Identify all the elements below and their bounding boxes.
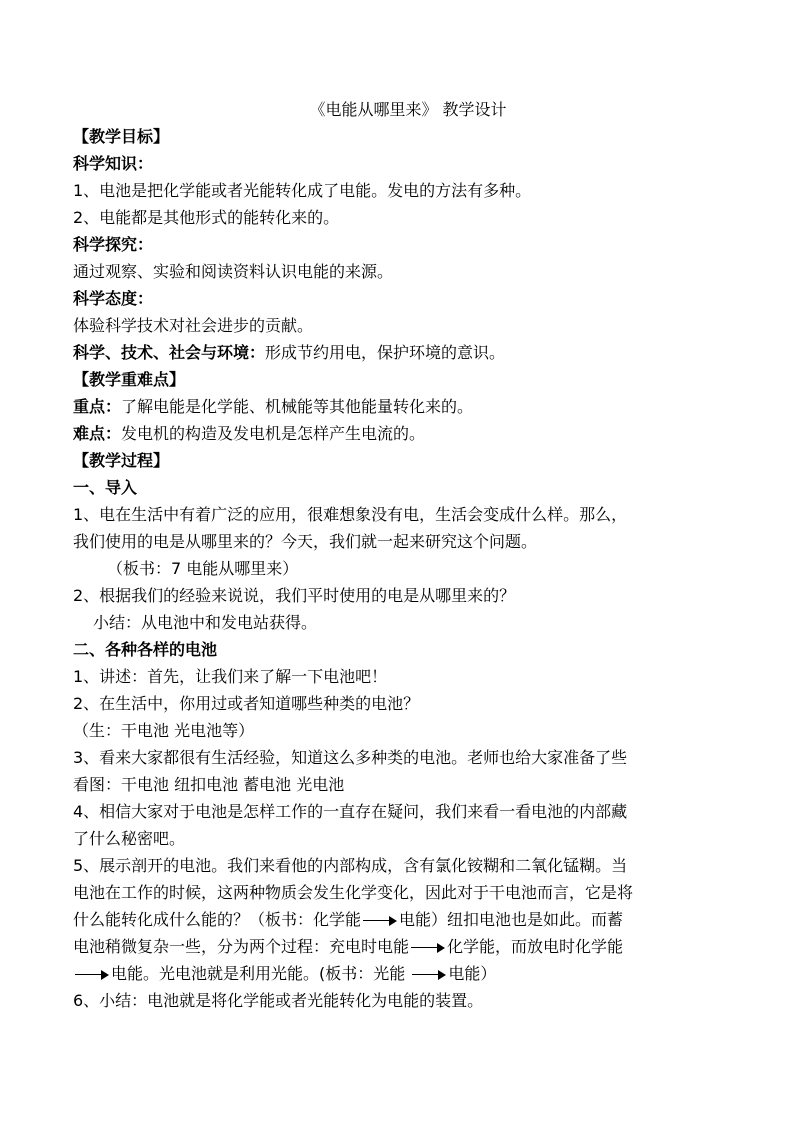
item5-line4-part-b: 化学能，而放电时化学能: [447, 937, 624, 956]
item5-line5-part-b: 电能。光电池就是利用光能。(板书：光能: [111, 964, 406, 983]
sts-text: 形成节约用电，保护环境的意识。: [265, 343, 506, 362]
knowledge-item: 2、电能都是其他形式的能转化来的。: [73, 208, 340, 227]
knowledge-item: 1、电池是把化学能或者光能转化成了电能。发电的方法有多种。: [73, 181, 532, 200]
document-title: 《电能从哪里来》 教学设计: [309, 100, 507, 119]
difficult-point-line: [73, 420, 723, 447]
section2-item5-line2: 电池在工作的时候，这两种物质会发生化学变化，因此对于干电池而言，它是将: [73, 883, 634, 902]
section2-item6: 6、小结：电池就是将化学能或者光能转化为电能的装置。: [73, 991, 484, 1010]
knowledge-label: 科学知识：: [73, 154, 154, 173]
section2-item2: 2、在生活中，你用过或者知道哪些种类的电池？: [73, 694, 420, 713]
difficult-label: 难点：: [73, 424, 122, 443]
right-arrow-icon: [75, 970, 109, 980]
right-arrow-icon: [412, 970, 446, 980]
key-label: 重点：: [73, 397, 122, 416]
document-page: [73, 96, 723, 1014]
sts-line: [73, 339, 723, 366]
process-heading: 【教学过程】: [73, 451, 170, 470]
difficult-text: 发电机的构造及发电机是怎样产生电流的。: [121, 424, 426, 443]
section1-heading: 一、导入: [73, 478, 138, 497]
goals-heading: 【教学目标】: [73, 127, 170, 146]
attitude-text: 体验科学技术对社会进步的贡献。: [73, 316, 314, 335]
student-answer: （生：干电池 光电池等）: [73, 721, 255, 740]
section2-item1: 1、讲述：首先，让我们来了解一下电池吧！: [73, 667, 388, 686]
section2-item5-line3: [73, 906, 723, 933]
section2-item5-line5: [73, 960, 723, 987]
section2-heading: 二、各种各样的电池: [73, 640, 218, 659]
item5-line3-part-b: 电能）纽扣电池也是如此。而蓄: [399, 910, 624, 929]
right-arrow-icon: [411, 943, 445, 953]
section1-item1-line1: 1、电在生活中有着广泛的应用，很难想象没有电，生活会变成什么样。那么，: [73, 505, 628, 524]
right-arrow-icon: [363, 916, 397, 926]
section1-item2: 2、根据我们的经验来说说，我们平时使用的电是从哪里来的？: [73, 586, 516, 605]
section2-item5-line4: [73, 933, 723, 960]
inquiry-label: 科学探究：: [73, 235, 154, 254]
item5-line5-part-c: 电能）: [448, 964, 497, 983]
section1-summary: 小结：从电池中和发电站获得。: [93, 613, 318, 632]
section2-item3-line2: 看图：干电池 纽扣电池 蓄电池 光电池: [73, 775, 345, 794]
board-note: （板书：7 电能从哪里来）: [107, 559, 299, 578]
item5-line4-part-a: 电池稍微复杂一些，分为两个过程：充电时电能: [73, 937, 410, 956]
key-text: 了解电能是化学能、机械能等其他能量转化来的。: [121, 397, 474, 416]
key-point-line: [73, 393, 723, 420]
sts-label: 科学、技术、社会与环境：: [73, 343, 266, 362]
key-points-heading: 【教学重难点】: [73, 370, 186, 389]
inquiry-text: 通过观察、实验和阅读资料认识电能的来源。: [73, 262, 394, 281]
section2-item4-line1: 4、相信大家对于电池是怎样工作的一直存在疑问，我们来看一看电池的内部藏: [73, 802, 628, 821]
section2-item3-line1: 3、看来大家都很有生活经验，知道这么多种类的电池。老师也给大家准备了些: [73, 748, 628, 767]
section1-item1-line2: 我们使用的电是从哪里来的？今天，我们就一起来研究这个问题。: [73, 532, 538, 551]
attitude-label: 科学态度：: [73, 289, 154, 308]
section2-item5-line1: 5、展示剖开的电池。我们来看他的内部构成，含有氯化铵糊和二氧化锰糊。当: [73, 856, 628, 875]
section2-item4-line2: 了什么秘密吧。: [73, 829, 186, 848]
item5-line3-part-a: 什么能转化成什么能的？（板书：化学能: [73, 910, 362, 929]
